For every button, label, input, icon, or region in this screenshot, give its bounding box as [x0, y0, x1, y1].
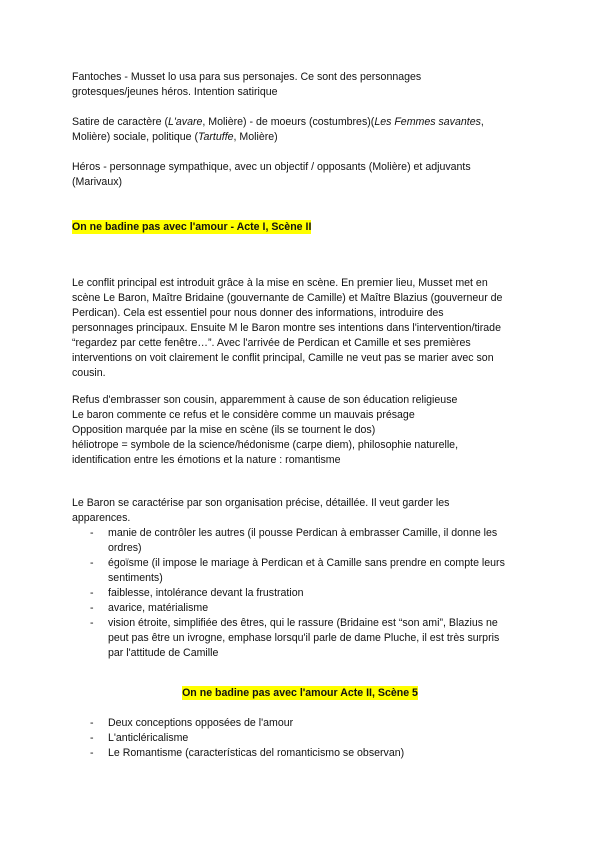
section-heading-acte2: [72, 686, 528, 701]
list-item: [90, 556, 530, 586]
list-item: [90, 526, 530, 556]
text-line: scène Le Baron, Maître Bridaine (gouvernante de Camille) et Maître Blazius (gouverneur de: [72, 292, 503, 304]
list-item: [90, 601, 530, 616]
title-italic: Les Femmes savantes: [374, 116, 481, 128]
text-line: - Deux conceptions opposées de l'amour: [108, 717, 294, 729]
list-item: [90, 731, 530, 746]
text-line: - avarice, matérialisme: [108, 602, 209, 614]
heading-text: On ne badine pas avec l'amour - Acte I, Scène II: [72, 221, 312, 233]
text-line: apparences.: [72, 512, 131, 524]
text-run: Satire de caractère (: [72, 116, 168, 128]
text-line: - Le Romantisme (características del romanticismo se observan): [108, 747, 405, 759]
text-run: , Molière) - de moeurs (costumbres)(: [202, 116, 375, 128]
text-line: - égoïsme (il impose le mariage à Perdican et à Camille sans prendre en compte leurs: [108, 557, 505, 569]
text-line: ordres): [108, 542, 142, 554]
text-line: Le Baron se caractérise par son organisation précise, détaillée. Il veut garder les: [72, 497, 450, 509]
heading-text: On ne badine pas avec l'amour Acte II, Scène 5: [182, 687, 418, 699]
text-line: Héros - personnage sympathique, avec un objectif / opposants (Molière) et adjuvants: [72, 161, 471, 173]
text-line: Fantoches - Musset lo usa para sus personajes. Ce sont des personnages: [72, 71, 422, 83]
text-line: [72, 130, 542, 145]
paragraph-refus: [72, 393, 542, 468]
title-italic: Tartuffe: [198, 131, 234, 143]
text-line: interventions on voit clairement le conflit principal, Camille ne veut pas se marier avec son: [72, 352, 494, 364]
text-line: Refus d'embrasser son cousin, apparemment à cause de son éducation religieuse: [72, 394, 458, 406]
text-line: - L'anticléricalisme: [108, 732, 189, 744]
text-line: [72, 115, 542, 130]
text-line: Perdican). Cela est essentiel pour nous donner des informations, introduire des: [72, 307, 444, 319]
text-line: - faiblesse, intolérance devant la frustration: [108, 587, 304, 599]
text-line: cousin.: [72, 367, 106, 379]
list-item: [90, 616, 530, 661]
title-italic: L'avare: [167, 116, 203, 128]
text-line: identification entre les émotions et la nature : romantisme: [72, 454, 341, 466]
paragraph-baron: [72, 496, 542, 526]
text-line: - vision étroite, simplifiée des êtres, qui le rassure (Bridaine est “son ami”, Blazius ne: [108, 617, 498, 629]
list-item: [90, 716, 530, 731]
text-line: sentiments): [108, 572, 163, 584]
section-heading-acte1: [72, 220, 528, 235]
list-baron-traits: [90, 526, 530, 661]
text-run: , Molière): [233, 131, 278, 143]
list-acte2: [90, 716, 530, 761]
text-line: grotesques/jeunes héros. Intention satirique: [72, 86, 278, 98]
text-run: ,: [480, 116, 484, 128]
text-line: par l'attitude de Camille: [108, 647, 219, 659]
paragraph-satire: [72, 115, 542, 145]
paragraph-fantoches: [72, 70, 542, 100]
paragraph-heros: [72, 160, 542, 190]
paragraph-conflit: [72, 276, 542, 381]
text-line: peut pas être un ivrogne, emphase lorsqu'il parle de dame Pluche, il est très surpris: [108, 632, 500, 644]
text-line: (Marivaux): [72, 176, 123, 188]
text-line: personnages principaux. Ensuite M le Baron montre ses intentions dans l'intervention/tirade: [72, 322, 501, 334]
text-line: Le conflit principal est introduit grâce à la mise en scène. En premier lieu, Musset met en: [72, 277, 488, 289]
text-line: - manie de contrôler les autres (il pousse Perdican à embrasser Camille, il donne les: [108, 527, 498, 539]
text-line: “regardez par cette fenêtre…”. Avec l'arrivée de Perdican et Camille et ses premières: [72, 337, 471, 349]
text-line: Opposition marquée par la mise en scène (ils se tournent le dos): [72, 424, 376, 436]
text-run: Molière) sociale, politique (: [72, 131, 199, 143]
text-line: Le baron commente ce refus et le considère comme un mauvais présage: [72, 409, 415, 421]
text-line: héliotrope = symbole de la science/hédonisme (carpe diem), philosophie naturelle,: [72, 439, 459, 451]
list-item: [90, 746, 530, 761]
list-item: [90, 586, 530, 601]
